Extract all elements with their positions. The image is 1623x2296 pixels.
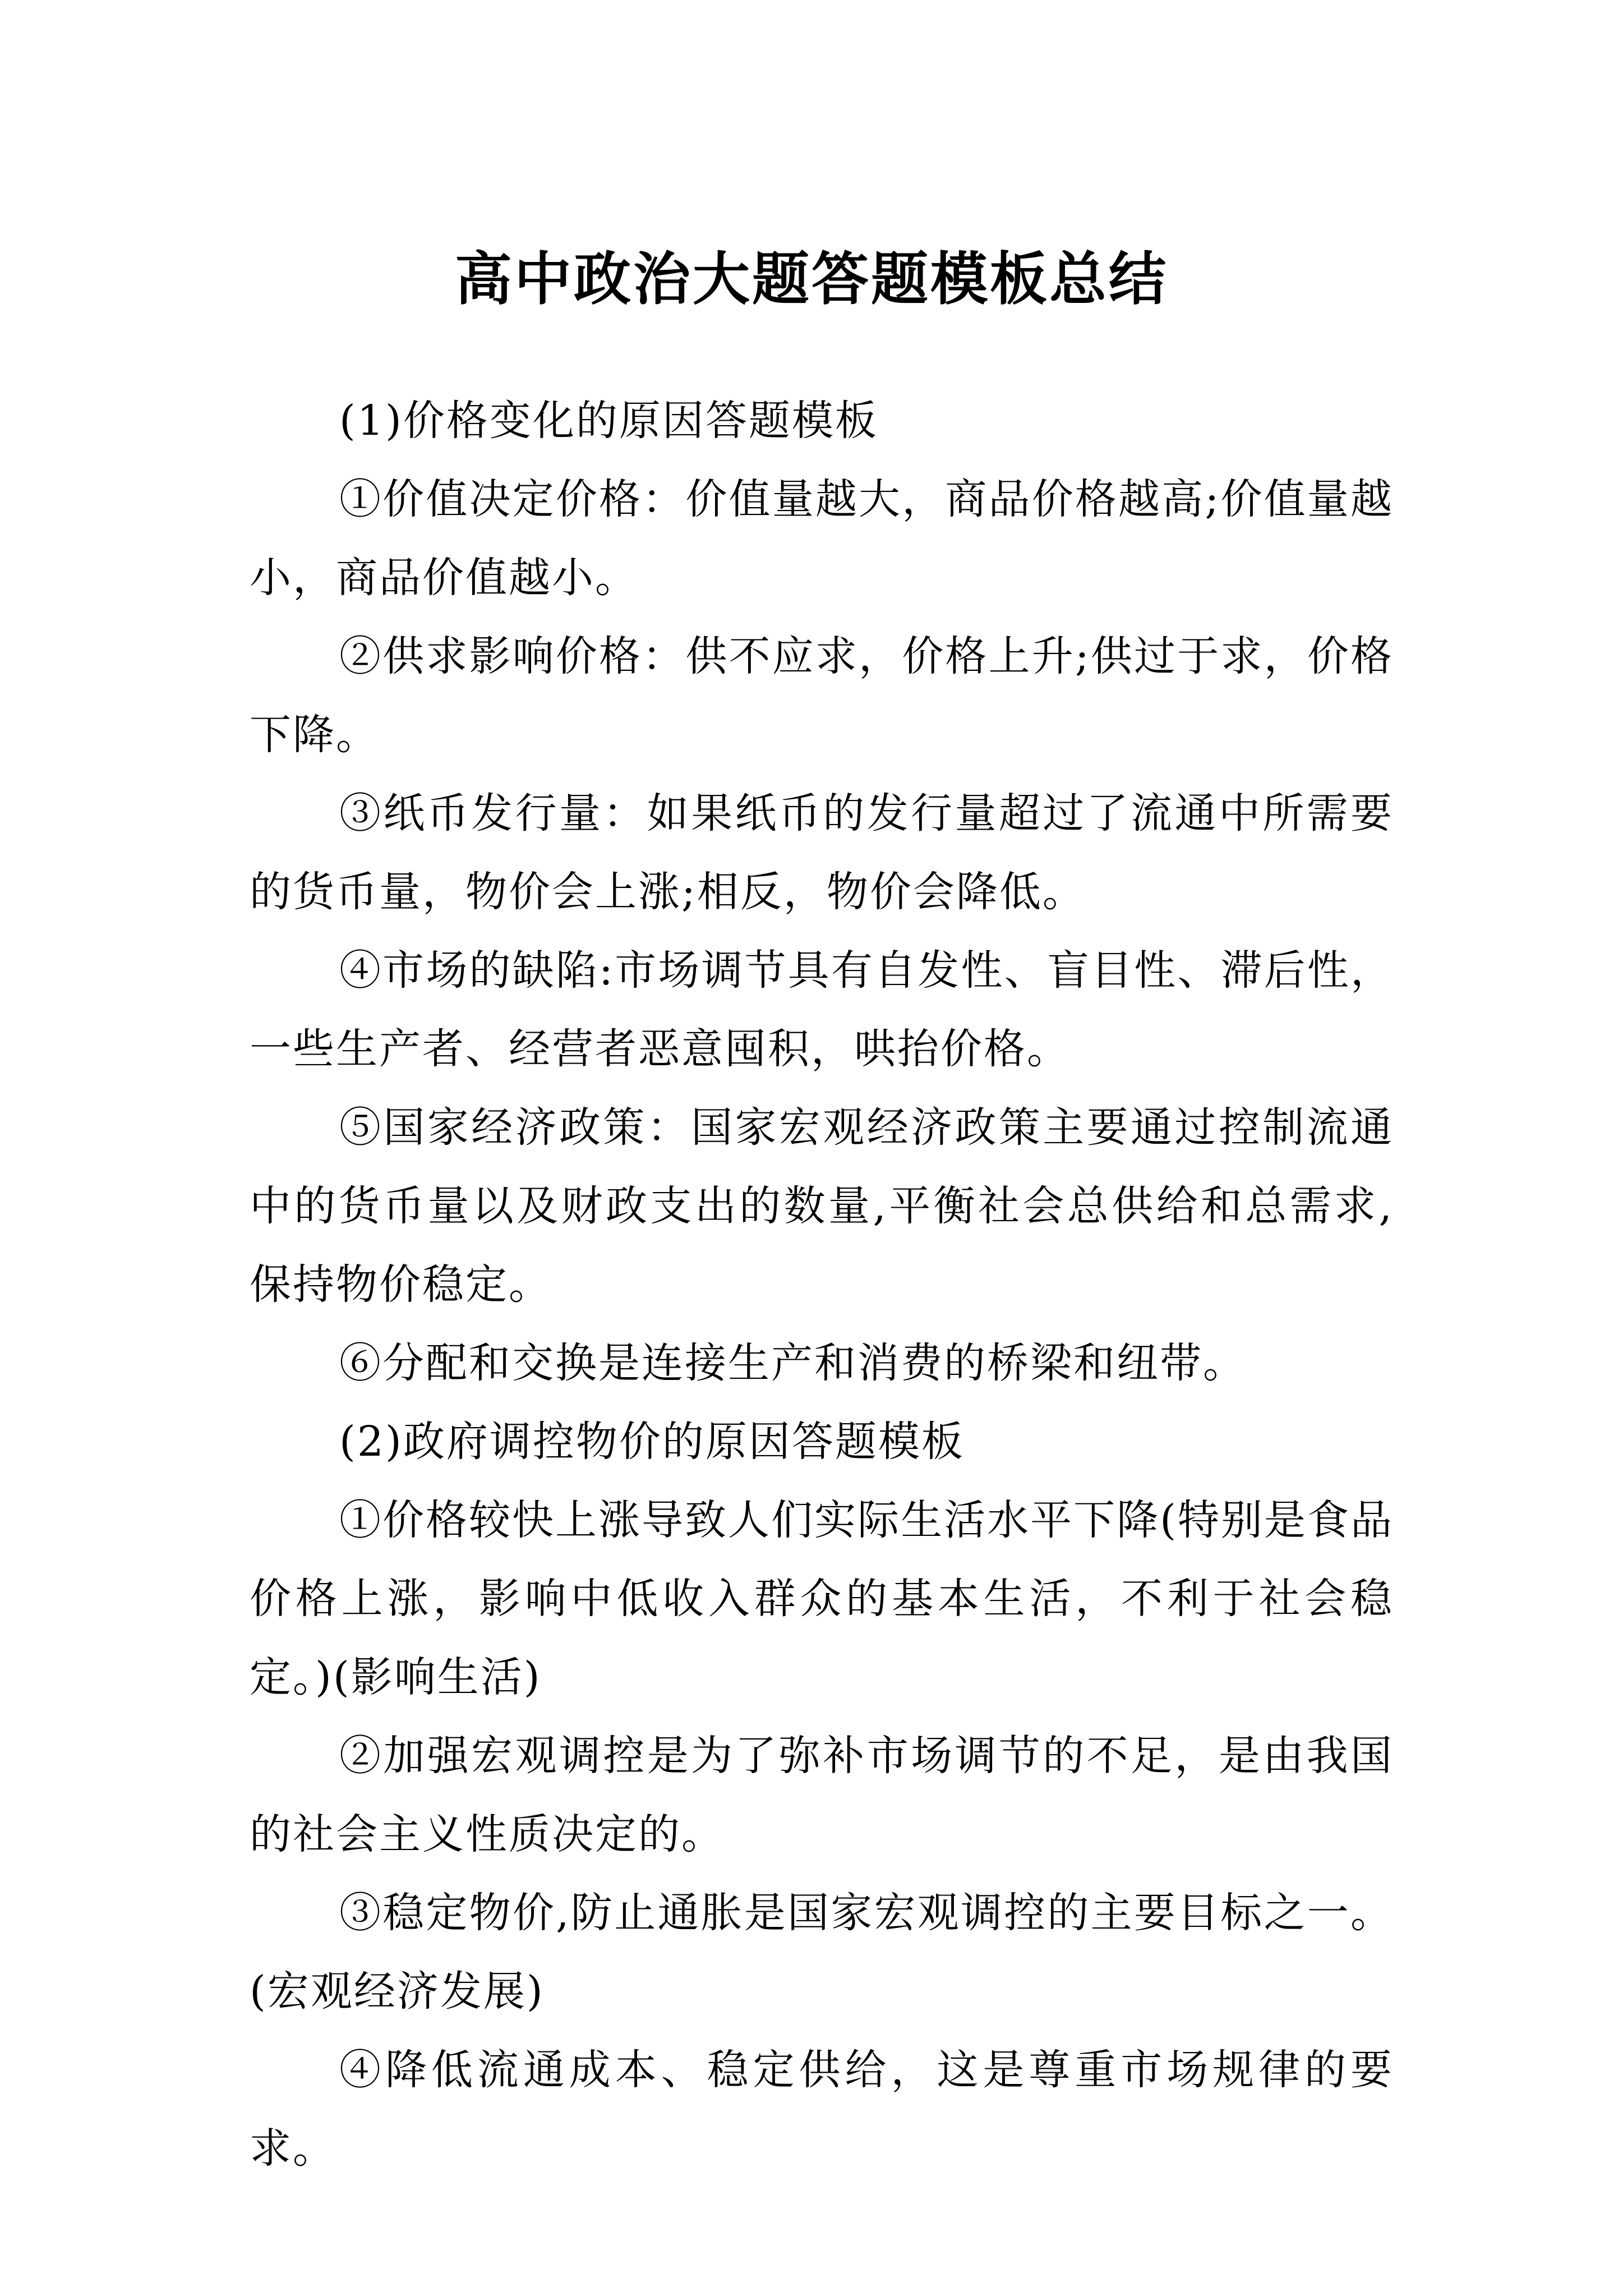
document-body [250, 381, 1394, 2188]
paragraph-stabilize-prices: ③稳定物价,防止通胀是国家宏观调控的主要目标之一。(宏观经济发展) [250, 1889, 1394, 2016]
paragraph-macro-control: ②加强宏观调控是为了弥补市场调节的不足，是由我国的社会主义性质决定的。 [250, 1732, 1394, 1858]
heading-price-change-reasons: (1)价格变化的原因答题模板 [339, 397, 878, 445]
paragraph-reduce-costs: ④降低流通成本、稳定供给，这是尊重市场规律的要求。 [250, 2046, 1394, 2173]
paragraph-market-defects: ④市场的缺陷:市场调节具有自发性、盲目性、滞后性，一些生产者、经营者恶意囤积，哄抬价格。 [250, 946, 1394, 1073]
paragraph-living-standards: ①价格较快上涨导致人们实际生活水平下降(特别是食品价格上涨，影响中低收入群众的基本生活，不利于社会稳定。)(影响生活) [250, 1496, 1394, 1701]
paragraph-distribution-exchange: ⑥分配和交换是连接生产和消费的桥梁和纽带。 [339, 1339, 1246, 1387]
paragraph-paper-money: ③纸币发行量：如果纸币的发行量超过了流通中所需要的货币量，物价会上涨;相反，物价会降低。 [250, 789, 1394, 916]
paragraph-supply-demand: ②供求影响价格：供不应求，价格上升;供过于求，价格下降。 [250, 632, 1394, 759]
document-title: 高中政治大题答题模板总结 [455, 246, 1168, 314]
paragraph-value-determines-price: ①价值决定价格：价值量越大，商品价格越高;价值量越小，商品价值越小。 [250, 475, 1394, 602]
heading-government-price-control: (2)政府调控物价的原因答题模板 [339, 1418, 965, 1466]
paragraph-economic-policy: ⑤国家经济政策：国家宏观经济政策主要通过控制流通中的货币量以及财政支出的数量,平衡社会总供给和总需求,保持物价稳定。 [250, 1103, 1394, 1309]
